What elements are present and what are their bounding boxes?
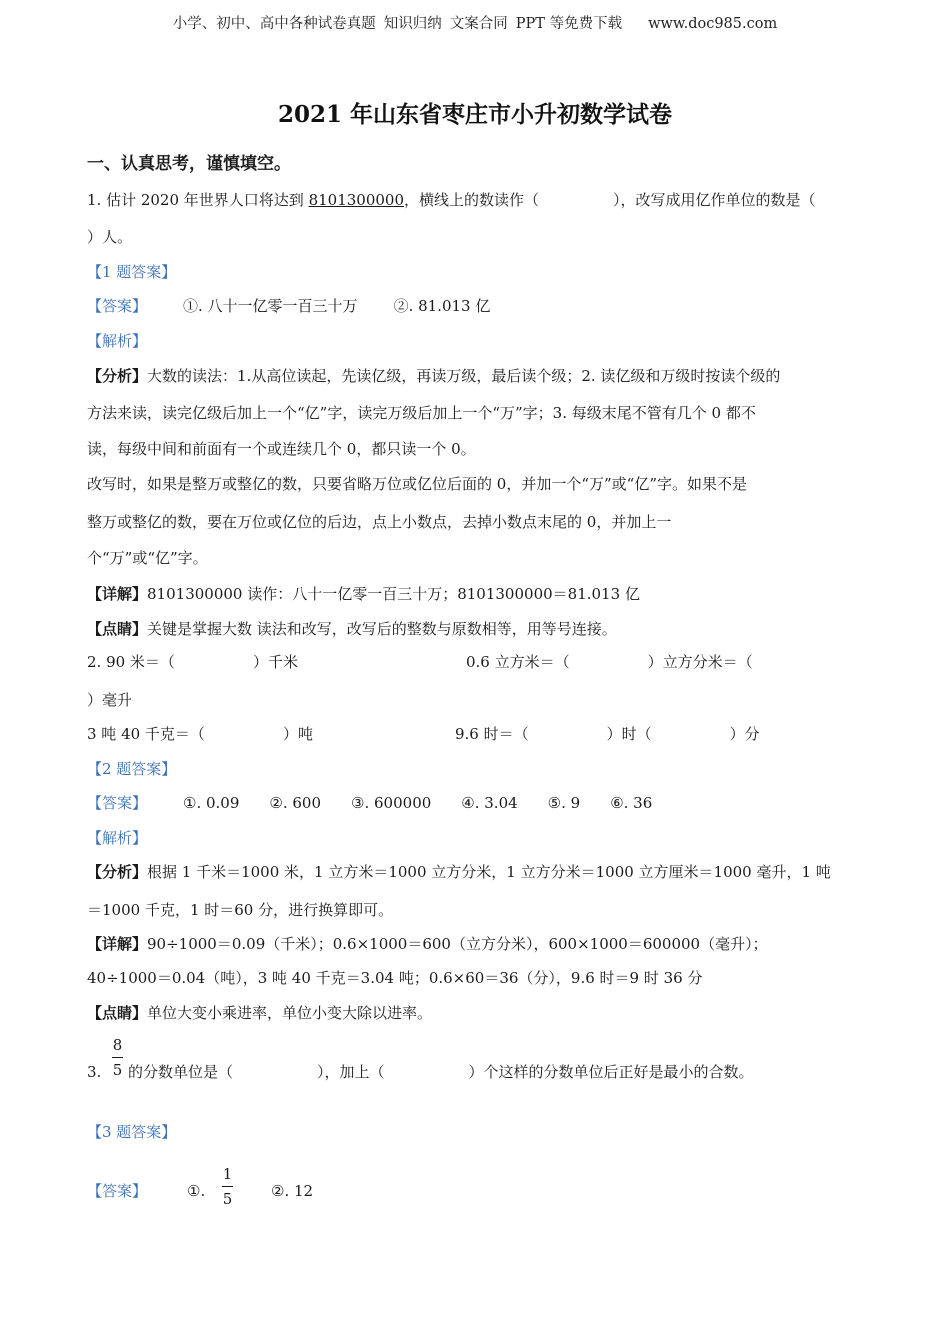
answer-item: ②. 81.013 亿: [393, 297, 491, 315]
answer-label: 【答案】: [87, 1182, 148, 1200]
question-1-line-1: 1. 估计 2020 年世界人口将达到 8101300000，横线上的数读作（ ），改写成用亿作单位的数是（: [87, 191, 816, 209]
header-text-2: 知识归纳: [383, 16, 442, 32]
section-heading-1: 一、认真思考，谨慎填空。: [87, 154, 291, 174]
answer-item: ①. 八十一亿零一百三十万: [183, 297, 358, 315]
question-2-line-2: ）毫升: [87, 691, 133, 709]
answer-label-3: [87, 1180, 147, 1202]
fraction-one-fifth: 1 5: [222, 1165, 233, 1208]
header-text-3: 文案合同: [449, 16, 508, 32]
key-point-line: 【点睛】单位大变小乘进率，单位小变大除以进率。: [87, 1004, 433, 1022]
page-header: [0, 12, 950, 33]
answer-item: ②. 600: [269, 794, 322, 812]
page-title: 2021 年山东省枣庄市小升初数学试卷: [277, 101, 673, 128]
analysis-line: 读，每级中间和前面有一个或连续几个 0，都只读一个 0。: [87, 440, 476, 458]
detail-line: 40÷1000＝0.04（吨），3 吨 40 千克＝3.04 吨；0.6×60＝36（分），9.6 时＝9 时 36 分: [87, 969, 703, 987]
analysis-line: 方法来读，读完亿级后加上一个“亿”字，读完万级后加上一个“万”字；3. 每级末尾不管有几个 0 都不: [87, 404, 756, 422]
analysis-line: 整万或整亿的数，要在万位或亿位的后边，点上小数点，去掉小数点末尾的 0，并加上一: [87, 513, 672, 531]
underlined-number: 8101300000: [308, 191, 404, 209]
analysis-line: ＝1000 千克，1 时＝60 分，进行换算即可。: [87, 901, 394, 919]
header-site-link[interactable]: www.doc985.com: [648, 16, 778, 32]
key-point-line: 【点睛】关键是掌握大数 读法和改写，改写后的整数与原数相等，用等号连接。: [87, 620, 617, 638]
answer-label: 【答案】: [87, 297, 148, 315]
question-1-line-2: ）人。: [87, 228, 133, 246]
detail-line: 【详解】90÷1000＝0.09（千米）；0.6×1000＝600（立方分米），600×1000＝600000（毫升）；: [87, 935, 768, 953]
answer-item: ⑤. 9: [547, 794, 581, 812]
analysis-line: 【分析】大数的读法：1.从高位读起，先读亿级，再读万级，最后读个级；2. 读亿级和万级时按读个级的: [87, 367, 781, 385]
answer-title-2: 【2 题答案】: [87, 760, 177, 778]
answer-item: ③. 600000: [351, 794, 432, 812]
question-3-text: 的分数单位是（ ），加上（ ）个这样的分数单位后正好是最小的合数。: [128, 1063, 754, 1081]
header-text-1: 小学、初中、高中各种试卷真题: [172, 16, 376, 32]
question-2-line-1: 2. 90 米＝（ ）千米 0.6 立方米＝（ ）立方分米＝（: [87, 653, 753, 671]
answer-item: ②. 12: [271, 1182, 314, 1200]
question-3-number: 3.: [87, 1063, 102, 1081]
header-text-4: PPT 等免费下载: [515, 16, 623, 32]
fraction-eight-fifths: 8 5: [112, 1036, 123, 1079]
analysis-line: 【分析】根据 1 千米＝1000 米，1 立方米＝1000 立方分米，1 立方分米＝1000 立方厘米＝1000 毫升，1 吨: [87, 863, 831, 881]
answer-item: ⑥. 36: [610, 794, 653, 812]
answer-title-1: 【1 题答案】: [87, 263, 177, 281]
answer-item: ①. 0.09: [183, 794, 240, 812]
analysis-line: 个“万”或“亿”字。: [87, 549, 208, 567]
analysis-line: 改写时，如果是整万或整亿的数，只要省略万位或亿位后面的 0，并加一个“万”或“亿”字。如果不是: [87, 475, 747, 493]
analysis-title-1: 【解析】: [87, 332, 148, 350]
answer-item: ④. 3.04: [461, 794, 518, 812]
analysis-title-2: 【解析】: [87, 829, 148, 847]
answer-item: ①.: [187, 1182, 206, 1200]
answer-row-1: [87, 295, 490, 317]
detail-line: 【详解】8101300000 读作：八十一亿零一百三十万；8101300000＝81.013 亿: [87, 585, 640, 603]
answer-label: 【答案】: [87, 794, 148, 812]
question-2-line-3: 3 吨 40 千克＝（ ）吨 9.6 时＝（ ）时（ ）分: [87, 725, 760, 743]
answer-row-2: [87, 792, 652, 814]
answer-title-3: 【3 题答案】: [87, 1123, 177, 1141]
